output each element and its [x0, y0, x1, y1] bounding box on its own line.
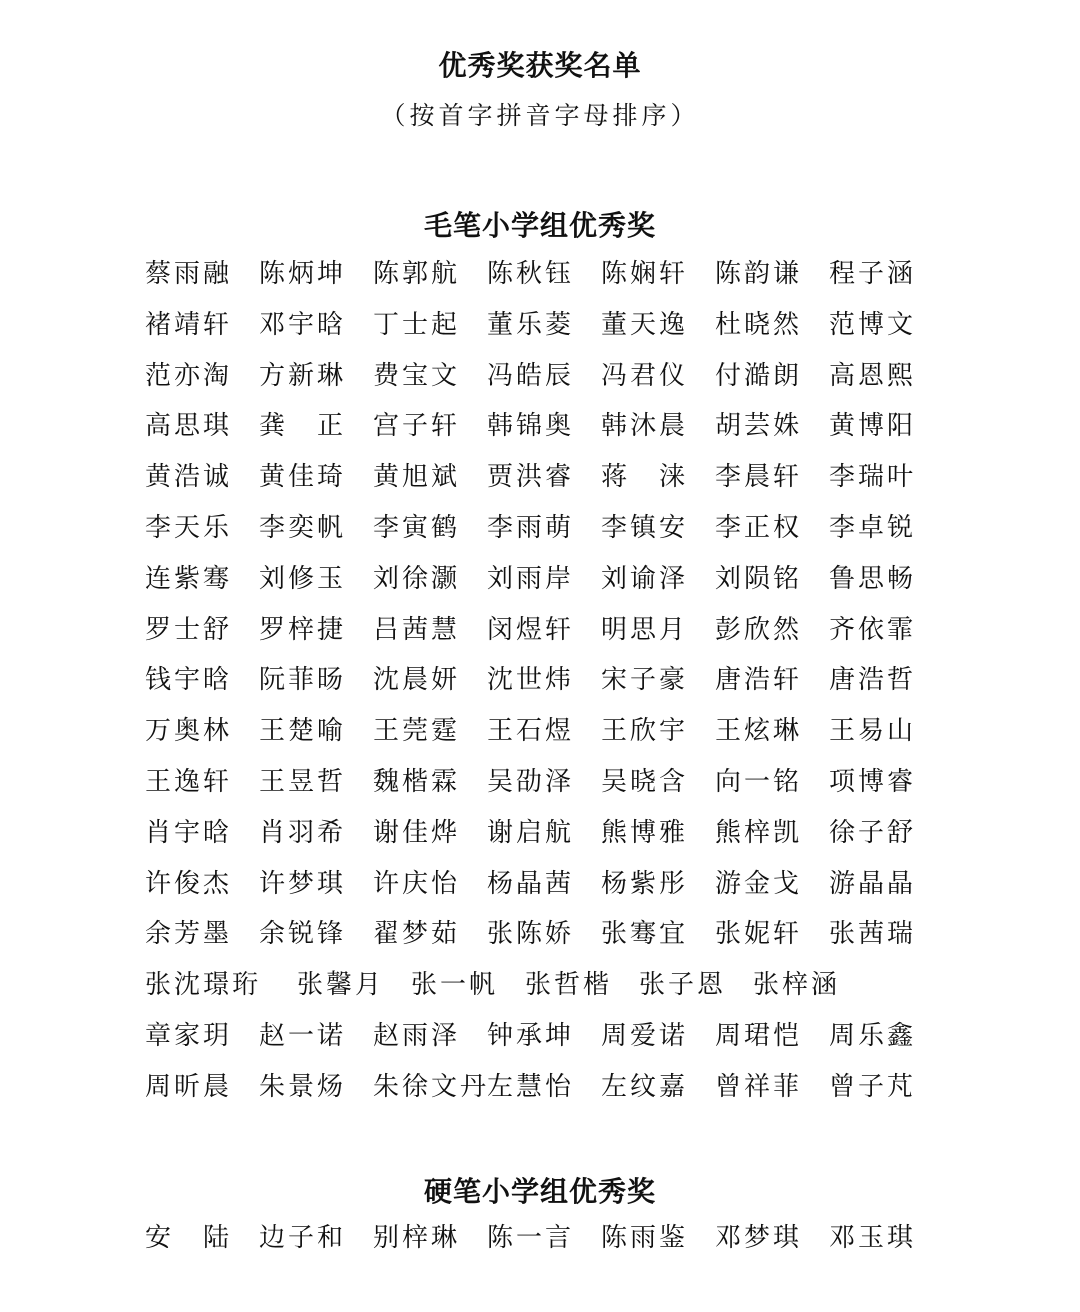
name-row — [145, 1069, 945, 1120]
winner-name: 黄博阳 — [829, 411, 917, 442]
winner-name: 罗梓捷 — [259, 614, 347, 645]
winner-name: 熊梓凯 — [715, 817, 803, 848]
winner-name: 黄旭斌 — [373, 462, 461, 493]
winner-name: 钟承坤 — [487, 1020, 575, 1051]
winner-name: 肖宇晗 — [145, 817, 233, 848]
name-row — [145, 612, 945, 663]
award-title: 优秀奖获奖名单 — [438, 49, 642, 82]
winner-name: 李奕帆 — [259, 512, 347, 543]
section-title-pen-primary: 硬笔小学组优秀奖 — [423, 1175, 656, 1208]
winner-name: 余芳墨 — [145, 919, 233, 950]
winner-name: 李天乐 — [145, 512, 233, 543]
winner-name: 周昕晨 — [145, 1071, 233, 1102]
winner-name: 王易山 — [829, 716, 917, 747]
winner-name: 冯皓辰 — [487, 360, 575, 391]
winner-name: 丁士起 — [373, 309, 461, 340]
winner-name: 范亦淘 — [145, 360, 233, 391]
winner-name: 唐浩哲 — [829, 665, 917, 696]
winner-name: 刘徐灏 — [373, 563, 461, 594]
winner-name: 明思月 — [601, 614, 689, 645]
winner-name: 王昱哲 — [259, 766, 347, 797]
winner-name: 陈韵谦 — [715, 259, 803, 289]
winner-name: 吴晓含 — [601, 766, 689, 797]
winner-name: 熊博雅 — [601, 817, 689, 848]
winner-name: 董天逸 — [601, 309, 689, 340]
winner-name: 李卓锐 — [829, 512, 917, 543]
winner-name: 高恩熙 — [829, 360, 917, 391]
winner-name: 游晶晶 — [829, 868, 917, 899]
winner-name: 吴劭泽 — [487, 766, 575, 797]
winner-name: 曾子芃 — [829, 1071, 917, 1102]
winner-name: 邓宇晗 — [259, 309, 347, 340]
winner-name: 连紫骞 — [145, 563, 233, 594]
name-row — [145, 713, 945, 764]
winner-name: 许庆怡 — [373, 868, 461, 899]
winner-name: 王炫琳 — [715, 716, 803, 747]
winner-name: 张馨月 — [297, 970, 385, 1001]
name-row — [145, 967, 945, 1018]
winner-name: 张一帆 — [411, 970, 499, 1001]
winner-name: 周珺恺 — [715, 1020, 803, 1051]
name-list-brush-primary — [145, 256, 945, 1120]
winner-name: 邓梦琪 — [715, 1223, 803, 1253]
winner-name: 魏楷霖 — [373, 766, 461, 797]
winner-name: 蔡雨融 — [145, 259, 233, 289]
winner-name: 杜晓然 — [715, 309, 803, 340]
winner-name: 周乐鑫 — [829, 1020, 917, 1051]
name-list-pen-primary — [145, 1220, 945, 1271]
winner-name: 徐子舒 — [829, 817, 917, 848]
winner-name: 褚靖轩 — [145, 309, 233, 340]
winner-name: 李镇安 — [601, 512, 689, 543]
winner-name: 王欣宇 — [601, 716, 689, 747]
winner-name: 赵雨泽 — [373, 1020, 461, 1051]
winner-name: 黄浩诚 — [145, 462, 233, 493]
winner-name: 左慧怡 — [487, 1071, 575, 1102]
winner-name: 陈娴轩 — [601, 259, 689, 289]
winner-name: 李正权 — [715, 512, 803, 543]
name-row — [145, 1220, 945, 1271]
winner-name: 杨晶茜 — [487, 868, 575, 899]
winner-name: 张梓涵 — [753, 970, 841, 1001]
winner-name: 韩沐晨 — [601, 411, 689, 442]
winner-name: 韩锦奥 — [487, 411, 575, 442]
winner-name: 宫子轩 — [373, 411, 461, 442]
winner-name: 齐依霏 — [829, 614, 917, 645]
winner-name: 刘陨铭 — [715, 563, 803, 594]
winner-name: 付澔朗 — [715, 360, 803, 391]
winner-name: 陈炳坤 — [259, 259, 347, 289]
winner-name: 蒋 涞 — [601, 462, 689, 493]
winner-name: 万奥林 — [145, 716, 233, 747]
winner-name: 胡芸姝 — [715, 411, 803, 442]
name-row — [145, 256, 945, 307]
name-row — [145, 1018, 945, 1069]
winner-name: 方新琳 — [259, 360, 347, 391]
name-row — [145, 459, 945, 510]
winner-name: 刘修玉 — [259, 563, 347, 594]
winner-name: 别梓琳 — [373, 1223, 461, 1253]
winner-name: 刘谕泽 — [601, 563, 689, 594]
name-row — [145, 561, 945, 612]
winner-name: 罗士舒 — [145, 614, 233, 645]
winner-name: 刘雨岸 — [487, 563, 575, 594]
name-row — [145, 510, 945, 561]
winner-name: 曾祥菲 — [715, 1071, 803, 1102]
winner-name: 陈郭航 — [373, 259, 461, 289]
winner-name: 唐浩轩 — [715, 665, 803, 696]
winner-name: 张骞宜 — [601, 919, 689, 950]
winner-name: 项博睿 — [829, 766, 917, 797]
winner-name: 余锐锋 — [259, 919, 347, 950]
winner-name: 彭欣然 — [715, 614, 803, 645]
winner-name: 李雨萌 — [487, 512, 575, 543]
winner-name: 范博文 — [829, 309, 917, 340]
winner-name: 费宝文 — [373, 360, 461, 391]
name-row — [145, 764, 945, 815]
winner-name: 陈雨鉴 — [601, 1223, 689, 1253]
winner-name: 冯君仪 — [601, 360, 689, 391]
winner-name: 许梦琪 — [259, 868, 347, 899]
winner-name: 陈一言 — [487, 1223, 575, 1253]
winner-name: 王莞霆 — [373, 716, 461, 747]
winner-name: 邓玉琪 — [829, 1223, 917, 1253]
winner-name: 张茜瑞 — [829, 919, 917, 950]
winner-name: 谢启航 — [487, 817, 575, 848]
winner-name: 许俊杰 — [145, 868, 233, 899]
sort-note: （按首字拼音字母排序） — [380, 101, 700, 130]
section-title-brush-primary: 毛笔小学组优秀奖 — [423, 209, 656, 242]
winner-name: 鲁思畅 — [829, 563, 917, 594]
winner-name: 阮菲旸 — [259, 665, 347, 696]
winner-name: 翟梦茹 — [373, 919, 461, 950]
winner-name: 赵一诺 — [259, 1020, 347, 1051]
winner-name: 杨紫彤 — [601, 868, 689, 899]
name-row — [145, 866, 945, 917]
name-row — [145, 408, 945, 459]
winner-name: 边子和 — [259, 1223, 347, 1253]
name-row — [145, 662, 945, 713]
winner-name: 李晨轩 — [715, 462, 803, 493]
name-row — [145, 916, 945, 967]
winner-name: 黄佳琦 — [259, 462, 347, 493]
winner-name: 陈秋钰 — [487, 259, 575, 289]
winner-name: 谢佳烨 — [373, 817, 461, 848]
winner-name: 程子涵 — [829, 259, 917, 289]
winner-name: 张沈璟珩 — [145, 970, 262, 1001]
winner-name: 朱景炀 — [259, 1071, 347, 1102]
winner-name: 王逸轩 — [145, 766, 233, 797]
winner-name: 高思琪 — [145, 411, 233, 442]
winner-name: 周爱诺 — [601, 1020, 689, 1051]
name-row — [145, 815, 945, 866]
winner-name: 王石煜 — [487, 716, 575, 747]
name-row — [145, 358, 945, 409]
name-row — [145, 307, 945, 358]
winner-name: 宋子豪 — [601, 665, 689, 696]
winner-name: 董乐菱 — [487, 309, 575, 340]
winner-name: 向一铭 — [715, 766, 803, 797]
winner-name: 张子恩 — [639, 970, 727, 1001]
winner-name: 李寅鹤 — [373, 512, 461, 543]
winner-name: 左纹嘉 — [601, 1071, 689, 1102]
winner-name: 贾洪睿 — [487, 462, 575, 493]
winner-name: 朱徐文丹 — [373, 1071, 490, 1102]
winner-name: 肖羽希 — [259, 817, 347, 848]
winner-name: 游金戈 — [715, 868, 803, 899]
winner-name: 安 陆 — [145, 1223, 233, 1253]
winner-name: 张妮轩 — [715, 919, 803, 950]
winner-name: 吕茜慧 — [373, 614, 461, 645]
winner-name: 张哲楷 — [525, 970, 613, 1001]
winner-name: 章家玥 — [145, 1020, 233, 1051]
winner-name: 王楚喻 — [259, 716, 347, 747]
winner-name: 李瑞叶 — [829, 462, 917, 493]
winner-name: 龚 正 — [259, 411, 347, 442]
winner-name: 闵煜轩 — [487, 614, 575, 645]
winner-name: 钱宇晗 — [145, 665, 233, 696]
winner-name: 沈世炜 — [487, 665, 575, 696]
winner-name: 沈晨妍 — [373, 665, 461, 696]
winner-name: 张陈娇 — [487, 919, 575, 950]
